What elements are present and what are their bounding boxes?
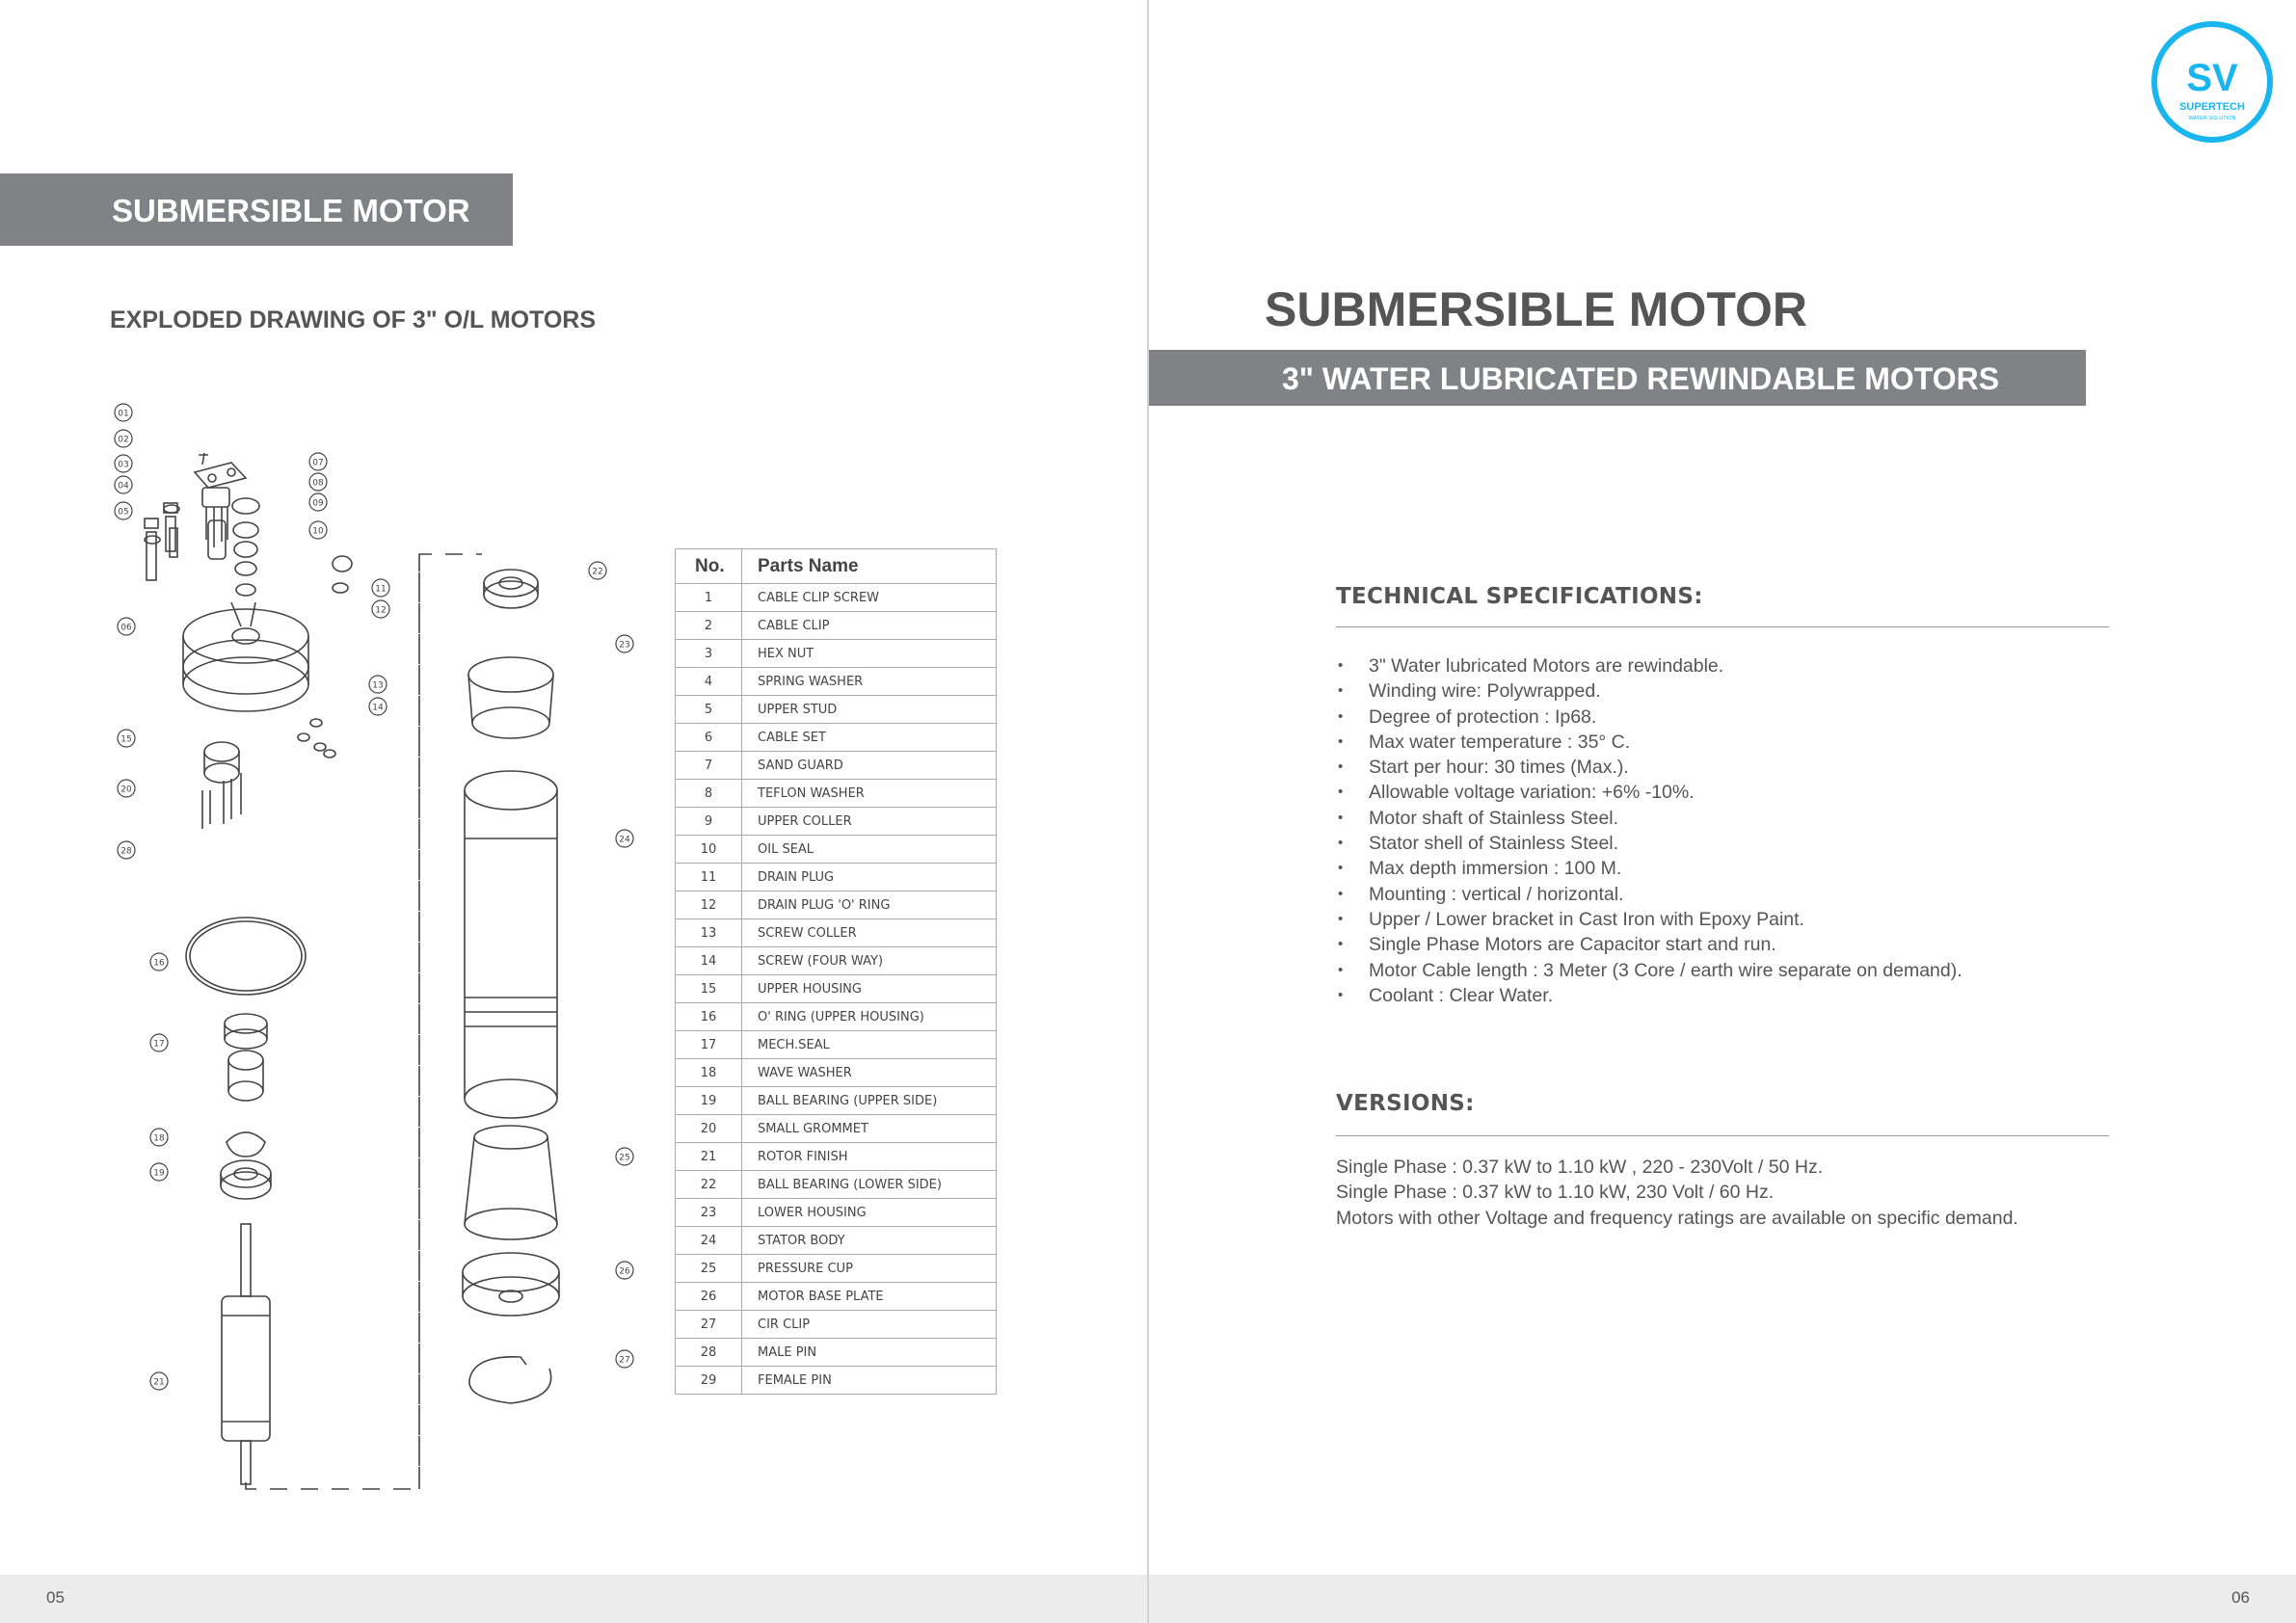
callout-label: 14 — [372, 703, 384, 713]
spec-item: • Allowable voltage variation: +6% -10%. — [1336, 780, 2109, 805]
part-number: 22 — [676, 1171, 742, 1199]
table-row — [676, 1087, 997, 1115]
table-row — [676, 1003, 997, 1031]
part-name: SAND GUARD — [742, 752, 997, 780]
part-number: 29 — [676, 1367, 742, 1395]
callout-label: 13 — [372, 680, 384, 691]
rotor-part — [222, 1224, 270, 1484]
part-number: 14 — [676, 947, 742, 975]
callout-label: 27 — [619, 1355, 630, 1366]
part-number: 13 — [676, 919, 742, 947]
exploded-drawing — [106, 395, 665, 1494]
callout-label: 02 — [118, 435, 129, 445]
callout-label: 28 — [120, 846, 132, 857]
right-page-number: 06 — [2231, 1588, 2250, 1607]
ball-bearing-upper-part — [221, 1160, 271, 1199]
table-row — [676, 640, 997, 668]
spec-item: • Coolant : Clear Water. — [1336, 983, 2109, 1008]
tech-spec-heading: TECHNICAL SPECIFICATIONS: — [1336, 584, 1703, 609]
stator-body-part — [465, 771, 557, 1118]
part-name: OIL SEAL — [742, 836, 997, 864]
part-number: 6 — [676, 724, 742, 752]
part-number: 8 — [676, 780, 742, 808]
assembly-guide-lines — [246, 554, 482, 1489]
part-name: WAVE WASHER — [742, 1059, 997, 1087]
spec-item: • Upper / Lower bracket in Cast Iron with Epoxy Paint. — [1336, 907, 2109, 932]
table-row — [676, 808, 997, 836]
spec-list — [1336, 653, 2109, 1008]
versions-heading: VERSIONS: — [1336, 1091, 1475, 1116]
cable-clip-part — [195, 453, 246, 488]
part-number: 17 — [676, 1031, 742, 1059]
callout-label: 21 — [153, 1377, 165, 1388]
versions-list — [1336, 1155, 2126, 1231]
part-number: 20 — [676, 1115, 742, 1143]
motor-base-plate-part — [463, 1253, 559, 1316]
part-name: CABLE SET — [742, 724, 997, 752]
stud-nut-parts — [145, 503, 179, 580]
part-number: 5 — [676, 696, 742, 724]
logo-name: SUPERTECH — [2179, 101, 2245, 113]
ball-bearing-lower-part — [484, 570, 538, 608]
callout-label: 07 — [312, 458, 324, 468]
drain-plug-part — [333, 556, 352, 593]
part-number: 25 — [676, 1255, 742, 1283]
spec-item: • Max depth immersion : 100 M. — [1336, 856, 2109, 881]
part-number: 10 — [676, 836, 742, 864]
part-name: DRAIN PLUG — [742, 864, 997, 891]
callout-label: 20 — [120, 785, 132, 795]
pins-part — [202, 773, 241, 829]
part-name: CIR CLIP — [742, 1311, 997, 1339]
part-name: UPPER COLLER — [742, 808, 997, 836]
table-row — [676, 1115, 997, 1143]
part-number: 2 — [676, 612, 742, 640]
part-number: 11 — [676, 864, 742, 891]
lower-housing-part — [468, 657, 553, 738]
logo-monogram: SV — [2186, 57, 2238, 99]
callout-label: 24 — [619, 835, 630, 845]
parts-header-no: No. — [676, 549, 742, 584]
part-number: 12 — [676, 891, 742, 919]
part-name: SPRING WASHER — [742, 668, 997, 696]
table-row — [676, 1255, 997, 1283]
part-number: 28 — [676, 1339, 742, 1367]
screws-part — [298, 719, 335, 758]
table-row — [676, 1059, 997, 1087]
spec-item: • Motor Cable length : 3 Meter (3 Core / earth wire separate on demand). — [1336, 958, 2109, 983]
version-line: Motors with other Voltage and frequency ratings are available on specific demand. — [1336, 1207, 2018, 1229]
part-number: 15 — [676, 975, 742, 1003]
part-name: BALL BEARING (UPPER SIDE) — [742, 1087, 997, 1115]
table-row — [676, 1031, 997, 1059]
part-number: 27 — [676, 1311, 742, 1339]
table-row — [676, 975, 997, 1003]
part-number: 3 — [676, 640, 742, 668]
table-row — [676, 724, 997, 752]
callout-label: 12 — [375, 605, 387, 616]
version-line: Single Phase : 0.37 kW to 1.10 kW, 230 Volt / 60 Hz. — [1336, 1182, 1775, 1204]
cir-clip-part — [469, 1357, 551, 1403]
table-row — [676, 1367, 997, 1395]
table-row — [676, 780, 997, 808]
grommet-part — [204, 742, 239, 783]
right-banner — [1149, 350, 2086, 406]
part-name: UPPER STUD — [742, 696, 997, 724]
part-name: ROTOR FINISH — [742, 1143, 997, 1171]
table-row — [676, 1199, 997, 1227]
callout-label: 19 — [153, 1168, 165, 1179]
table-row — [676, 1283, 997, 1311]
table-row — [676, 1227, 997, 1255]
left-page-number: 05 — [46, 1588, 65, 1607]
cable-set-part — [202, 488, 229, 559]
parts-table — [675, 548, 997, 1395]
right-title: SUBMERSIBLE MOTOR — [1265, 282, 1807, 336]
version-line: Single Phase : 0.37 kW to 1.10 kW , 220 - 230Volt / 50 Hz. — [1336, 1157, 1824, 1178]
left-footer — [0, 1575, 1147, 1623]
upper-housing-part — [183, 602, 308, 711]
spec-item: • Motor shaft of Stainless Steel. — [1336, 806, 2109, 831]
table-row — [676, 947, 997, 975]
part-name: UPPER HOUSING — [742, 975, 997, 1003]
table-row — [676, 1339, 997, 1367]
callout-label: 15 — [120, 734, 132, 745]
parts-header-name: Parts Name — [742, 549, 997, 584]
part-number: 9 — [676, 808, 742, 836]
table-row — [676, 584, 997, 612]
part-name: SCREW COLLER — [742, 919, 997, 947]
pressure-cup-part — [465, 1126, 557, 1239]
spec-item: • Winding wire: Polywrapped. — [1336, 678, 2109, 704]
part-number: 21 — [676, 1143, 742, 1171]
spec-item: • Max water temperature : 35° C. — [1336, 730, 2109, 755]
callout-label: 17 — [153, 1039, 165, 1050]
o-ring-part — [186, 918, 306, 995]
part-name: SMALL GROMMET — [742, 1115, 997, 1143]
part-name: STATOR BODY — [742, 1227, 997, 1255]
part-name: SCREW (FOUR WAY) — [742, 947, 997, 975]
spec-item: • Mounting : vertical / horizontal. — [1336, 882, 2109, 907]
callout-label: 18 — [153, 1133, 165, 1144]
callout-label: 05 — [118, 507, 129, 518]
callout-label: 09 — [312, 498, 324, 509]
left-banner-text: SUBMERSIBLE MOTOR — [112, 193, 470, 228]
part-name: CABLE CLIP — [742, 612, 997, 640]
part-number: 16 — [676, 1003, 742, 1031]
spec-item: • Single Phase Motors are Capacitor start and run. — [1336, 932, 2109, 957]
callout-label: 03 — [118, 460, 129, 470]
right-footer — [1149, 1575, 2296, 1623]
callout-label: 04 — [118, 481, 129, 492]
table-row — [676, 612, 997, 640]
left-banner — [0, 173, 513, 246]
part-number: 18 — [676, 1059, 742, 1087]
left-page — [0, 0, 1147, 1623]
callout-label: 26 — [619, 1266, 630, 1277]
table-row — [676, 1143, 997, 1171]
part-name: CABLE CLIP SCREW — [742, 584, 997, 612]
table-row — [676, 1311, 997, 1339]
table-row — [676, 891, 997, 919]
callout-label: 23 — [619, 640, 630, 651]
spec-item: • Start per hour: 30 times (Max.). — [1336, 755, 2109, 780]
right-page — [1149, 0, 2296, 1623]
supertech-logo — [2149, 19, 2275, 145]
callout-label: 11 — [375, 584, 387, 595]
logo-tagline: WATER SOLUTION — [2188, 116, 2236, 121]
wave-washer-part — [227, 1132, 265, 1157]
spec-item: • 3" Water lubricated Motors are rewindable. — [1336, 653, 2109, 678]
tech-spec-rule — [1336, 626, 2109, 627]
spec-item: • Stator shell of Stainless Steel. — [1336, 831, 2109, 856]
callout-label: 16 — [153, 958, 165, 969]
callout-label: 22 — [592, 567, 603, 577]
part-number: 23 — [676, 1199, 742, 1227]
part-number: 24 — [676, 1227, 742, 1255]
part-name: LOWER HOUSING — [742, 1199, 997, 1227]
callout-label: 08 — [312, 478, 324, 489]
callout-label: 25 — [619, 1153, 630, 1163]
table-row — [676, 696, 997, 724]
drawing-subtitle: EXPLODED DRAWING OF 3" O/L MOTORS — [110, 306, 597, 333]
table-row — [676, 864, 997, 891]
part-name: FEMALE PIN — [742, 1367, 997, 1395]
table-row — [676, 1171, 997, 1199]
part-number: 19 — [676, 1087, 742, 1115]
table-row — [676, 668, 997, 696]
upper-collar-parts — [232, 498, 259, 596]
callout-label: 10 — [312, 526, 324, 537]
table-row — [676, 752, 997, 780]
part-name: DRAIN PLUG 'O' RING — [742, 891, 997, 919]
part-name: MALE PIN — [742, 1339, 997, 1367]
part-name: TEFLON WASHER — [742, 780, 997, 808]
part-name: HEX NUT — [742, 640, 997, 668]
part-number: 4 — [676, 668, 742, 696]
part-name: O' RING (UPPER HOUSING) — [742, 1003, 997, 1031]
callout-label: 06 — [120, 623, 132, 633]
part-number: 7 — [676, 752, 742, 780]
part-name: PRESSURE CUP — [742, 1255, 997, 1283]
versions-rule — [1336, 1135, 2109, 1136]
part-name: MECH.SEAL — [742, 1031, 997, 1059]
spec-item: • Degree of protection : Ip68. — [1336, 705, 2109, 730]
part-number: 26 — [676, 1283, 742, 1311]
part-name: BALL BEARING (LOWER SIDE) — [742, 1171, 997, 1199]
table-row — [676, 919, 997, 947]
part-name: MOTOR BASE PLATE — [742, 1283, 997, 1311]
callout-label: 01 — [118, 409, 129, 419]
part-number: 1 — [676, 584, 742, 612]
mech-seal-part — [225, 1014, 267, 1101]
table-row — [676, 836, 997, 864]
right-banner-text: 3" WATER LUBRICATED REWINDABLE MOTORS — [1282, 361, 2000, 396]
